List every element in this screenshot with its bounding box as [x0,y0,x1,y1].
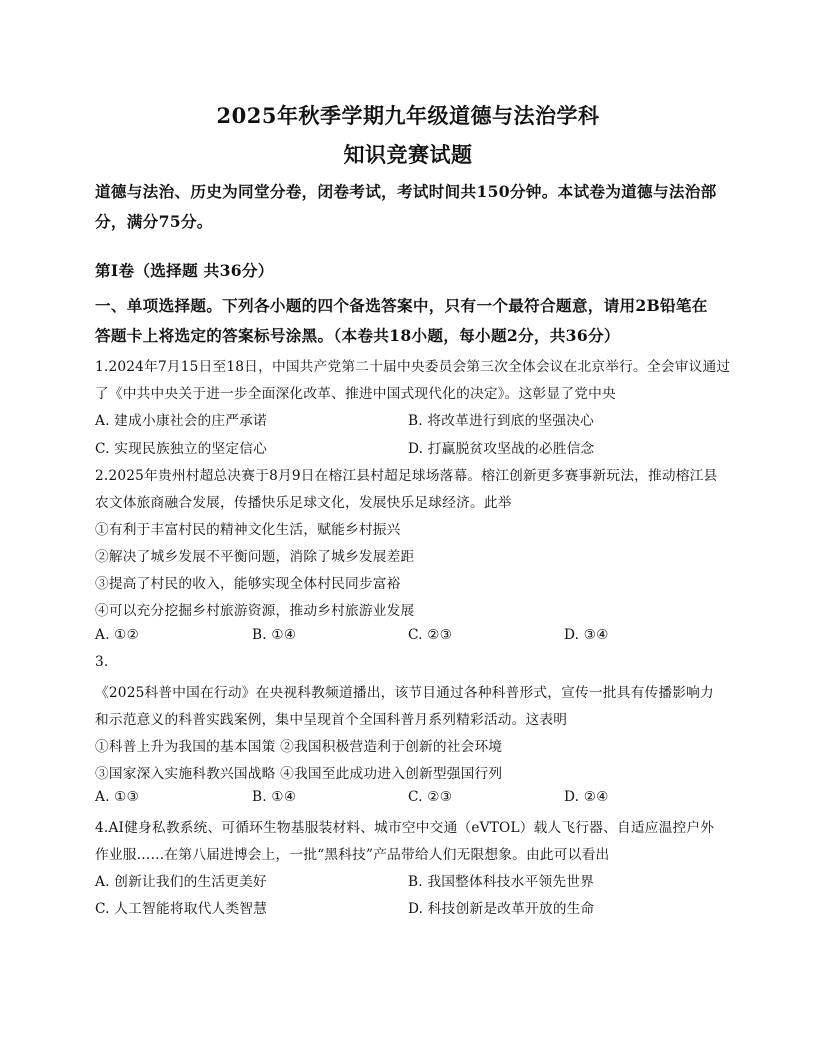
q3-statements-line-2: ③国家深入实施科教兴国战略 ④我国至此成功进入创新型强国行列 [95,766,503,782]
q2-statement-2: ②解决了城乡发展不平衡问题，消除了城乡发展差距 [95,549,415,565]
q3-option-c: C. ②③ [408,789,453,805]
q1-option-b: B. 将改革进行到底的坚强决心 [408,413,595,429]
page-subtitle: 知识竞赛试题 [343,142,473,167]
q2-stem-line-2: 农文体旅商融合发展，传播快乐足球文化，发展快乐足球经济。此举 [95,495,512,511]
intro-line-2: 分，满分75分。 [95,212,213,231]
q3-number: 3. [95,654,109,670]
q1-option-c: C. 实现民族独立的坚定信心 [95,441,268,457]
q3-option-a: A. ①③ [95,789,140,805]
q2-stem-line-1: 2.2025年贵州村超总决赛于8月9日在榕江县村超足球场落幕。榕江创新更多赛事新玩法，推动榕江县 [95,468,718,484]
q4-option-d: D. 科技创新是改革开放的生命 [408,901,595,917]
page-title: 2025年秋季学期九年级道德与法治学科 [216,103,600,128]
q2-option-c: C. ②③ [408,627,453,643]
q1-option-a: A. 建成小康社会的庄严承诺 [95,413,267,429]
q3-option-d: D. ②④ [564,789,609,805]
q2-option-a: A. ①② [95,627,140,643]
q3-stem-line-1: 《2025科普中国在行动》在央视科教频道播出，该节目通过各种科普形式，宣传一批具有传播影响力 [95,685,714,701]
q2-statement-4: ④可以充分挖掘乡村旅游资源，推动乡村旅游业发展 [95,603,415,619]
q1-stem-line-1: 1.2024年7月15日至18日，中国共产党第二十届中央委员会第三次全体会议在北京举行。全会审议通过 [95,359,731,375]
q4-stem-line-2: 作业服……在第八届进博会上，一批“黑科技”产品带给人们无限想象。由此可以看出 [95,847,610,863]
q4-option-c: C. 人工智能将取代人类智慧 [95,901,268,917]
instructions-line-1: 一、单项选择题。下列各小题的四个备选答案中，只有一个最符合题意，请用2B铅笔在 [95,296,708,315]
instructions-line-2: 答题卡上将选定的答案标号涂黑。（本卷共18小题，每小题2分，共36分） [95,326,620,345]
q2-statement-1: ①有利于丰富村民的精神文化生活，赋能乡村振兴 [95,522,401,538]
q1-option-d: D. 打赢脱贫攻坚战的必胜信念 [408,441,595,457]
q4-option-a: A. 创新让我们的生活更美好 [95,874,267,890]
q3-stem-line-2: 和示范意义的科普实践案例，集中呈现首个全国科普月系列精彩活动。这表明 [95,712,568,728]
q2-statement-3: ③提高了村民的收入，能够实现全体村民同步富裕 [95,576,401,592]
part-heading: 第Ⅰ卷（选择题 共36分） [95,261,274,280]
q4-stem-line-1: 4.AI健身私教系统、可循环生物基服装材料、城市空中交通（eVTOL）载人飞行器、自适应温控户外 [95,820,715,836]
q2-option-d: D. ③④ [564,627,609,643]
q2-option-b: B. ①④ [252,627,297,643]
q3-statements-line-1: ①科普上升为我国的基本国策 ②我国积极营造利于创新的社会环境 [95,739,503,755]
q1-stem-line-2: 了《中共中央关于进一步全面深化改革、推进中国式现代化的决定》。这彰显了党中央 [95,386,616,402]
q3-option-b: B. ①④ [252,789,297,805]
q4-option-b: B. 我国整体科技水平领先世界 [408,874,595,890]
intro-line-1: 道德与法治、历史为同堂分卷，闭卷考试，考试时间共150分钟。本试卷为道德与法治部 [95,182,717,201]
